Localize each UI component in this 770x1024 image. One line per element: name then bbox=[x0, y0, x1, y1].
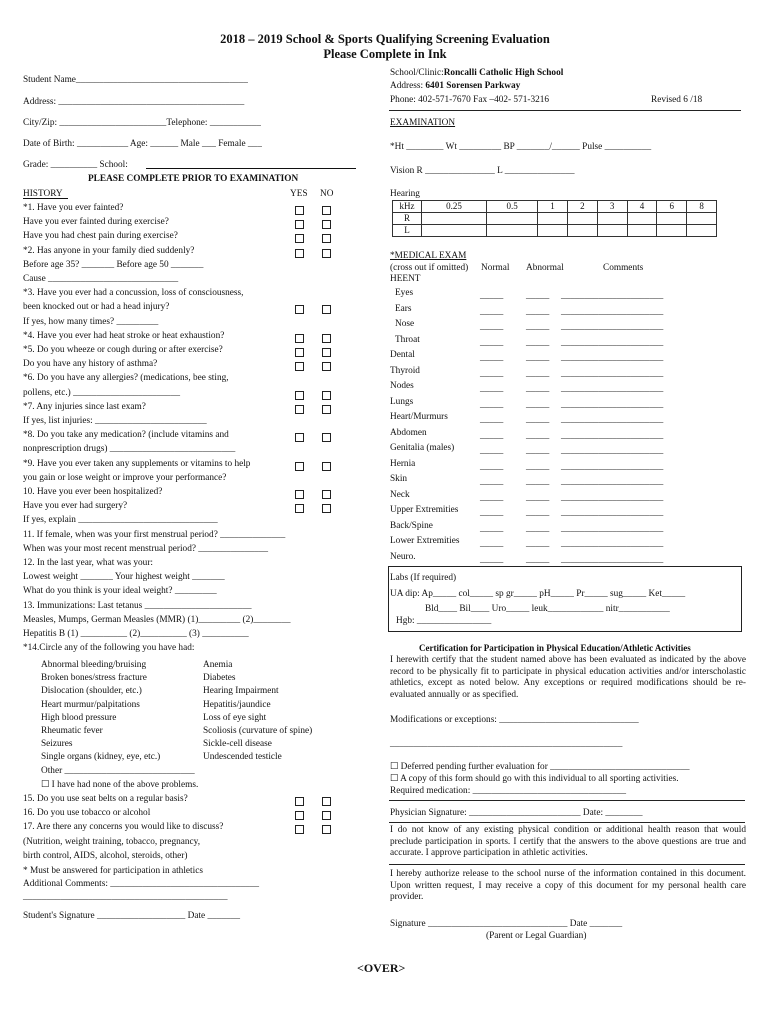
condition-item: Abnormal bleeding/bruising bbox=[41, 660, 147, 670]
hearing-cell-right[interactable] bbox=[657, 213, 687, 225]
form-subtitle: Please Complete in Ink bbox=[323, 47, 447, 61]
header-divider bbox=[389, 110, 741, 111]
history-question: *5. Do you wheeze or cough during or after exercise? bbox=[23, 345, 223, 355]
history-question: When was your most recent menstrual period? _______________ bbox=[23, 543, 269, 554]
form-title: 2018 – 2019 School & Sports Qualifying Screening Evaluation bbox=[220, 32, 550, 46]
hearing-cell-left[interactable] bbox=[422, 225, 487, 237]
ua-dip-field[interactable]: UA dip: Ap_____ col_____ sp gr_____ pH_____ Pr_____ sug_____ Ket_____ bbox=[390, 589, 686, 599]
exam-system-label: Neck bbox=[390, 489, 410, 500]
condition-item: Single organs (kidney, eye, etc.) bbox=[41, 752, 161, 763]
abnormal-field[interactable]: _____ bbox=[526, 477, 550, 487]
history-question: *2. Has anyone in your family died suddenly? bbox=[23, 245, 195, 256]
yes-checkbox[interactable] bbox=[295, 504, 304, 513]
exam-system-label: Back/Spine bbox=[390, 520, 433, 531]
abnormal-field[interactable]: _____ bbox=[526, 399, 550, 410]
yes-checkbox[interactable] bbox=[295, 362, 304, 371]
hearing-cell-right[interactable] bbox=[687, 213, 717, 225]
history-question: 11. If female, when was your first menstrual period? ______________ bbox=[23, 529, 286, 540]
exam-system-label: Heart/Murmurs bbox=[390, 412, 448, 422]
exam-system-label: Eyes bbox=[395, 288, 414, 298]
no-known-condition-text: I do not know of any existing physical condition or additional health reason that would preclude participation in sports. I certify that the answers to the above questions are true and accurate. I approve participation in athletic activities. bbox=[390, 825, 746, 859]
abnormal-field[interactable]: _____ bbox=[526, 554, 550, 565]
exam-system-label: Dental bbox=[390, 350, 415, 360]
condition-item: High blood pressure bbox=[41, 712, 117, 723]
abnormal-field[interactable]: _____ bbox=[526, 523, 550, 534]
yes-checkbox[interactable] bbox=[295, 462, 304, 471]
other-conditions-field[interactable]: Other ____________________________ bbox=[41, 766, 195, 776]
hearing-cell-right[interactable] bbox=[538, 213, 568, 225]
exam-system-label: Lungs bbox=[390, 396, 414, 407]
yes-checkbox[interactable] bbox=[295, 334, 304, 343]
history-question: you gain or lose weight or improve your performance? bbox=[23, 472, 227, 483]
hearing-cell-left[interactable] bbox=[567, 225, 597, 237]
exam-system-label: Nodes bbox=[390, 381, 414, 391]
hearing-cell-left[interactable] bbox=[657, 225, 687, 237]
history-question: Before age 35? _______ Before age 50 _______ bbox=[23, 259, 204, 270]
release-text: I hereby authorize release to the school nurse of the information contained in this document. Upon written request, I may receive a copy of this document for my personal health care provider. bbox=[390, 869, 746, 903]
normal-field[interactable]: _____ bbox=[480, 446, 504, 456]
yes-checkbox[interactable] bbox=[295, 348, 304, 357]
condition-item: Hearing Impairment bbox=[203, 686, 279, 697]
none-above-checkbox[interactable]: ☐ I have had none of the above problems. bbox=[41, 780, 199, 790]
col-abnormal: Abnormal bbox=[526, 263, 564, 273]
history-question: Have you had chest pain during exercise? bbox=[23, 231, 178, 242]
condition-item: Diabetes bbox=[203, 673, 236, 684]
exam-system-label: Ears bbox=[395, 303, 412, 314]
hearing-freq: 3 bbox=[597, 201, 627, 213]
exam-system-label: Neuro. bbox=[390, 551, 416, 562]
col-normal: Normal bbox=[481, 263, 510, 273]
no-checkbox[interactable] bbox=[322, 811, 331, 820]
no-checkbox[interactable] bbox=[322, 462, 331, 471]
yes-checkbox[interactable] bbox=[295, 811, 304, 820]
exam-system-label: Nose bbox=[395, 319, 415, 329]
normal-field[interactable]: _____ bbox=[480, 523, 504, 534]
condition-item: Scoliosis (curvature of spine) bbox=[203, 726, 313, 736]
history-question: Cause ____________________________ bbox=[23, 274, 179, 284]
history-question: 12. In the last year, what was your: bbox=[23, 558, 154, 568]
history-question: If yes, explain ______________________________ bbox=[23, 515, 218, 526]
must-answer-note: * Must be answered for participation in athletics bbox=[23, 866, 203, 876]
abnormal-field[interactable]: _____ bbox=[526, 430, 550, 441]
no-checkbox[interactable] bbox=[322, 490, 331, 499]
hearing-freq: 0.25 bbox=[422, 201, 487, 213]
history-question: Have you ever fainted during exercise? bbox=[23, 217, 169, 228]
exam-system-label: Throat bbox=[395, 334, 420, 345]
abnormal-field[interactable]: _____ bbox=[526, 446, 550, 456]
hearing-cell-left[interactable] bbox=[538, 225, 568, 237]
condition-item: Undescended testicle bbox=[203, 752, 282, 763]
normal-field[interactable]: _____ bbox=[480, 415, 504, 425]
abnormal-field[interactable]: _____ bbox=[526, 306, 550, 317]
parent-signature-field[interactable]: Signature ______________________________ Date _______ bbox=[390, 919, 623, 929]
comment-field[interactable]: ______________________ bbox=[561, 399, 664, 410]
condition-item: Broken bones/stress fracture bbox=[41, 673, 147, 684]
hearing-cell-right[interactable] bbox=[487, 213, 538, 225]
parent-label: (Parent or Legal Guardian) bbox=[486, 931, 587, 941]
hearing-cell-left[interactable] bbox=[627, 225, 657, 237]
yes-checkbox[interactable] bbox=[295, 405, 304, 414]
history-question: 15. Do you use seat belts on a regular basis? bbox=[23, 794, 188, 804]
normal-field[interactable]: _____ bbox=[480, 461, 504, 472]
hearing-row-label: R bbox=[393, 213, 422, 225]
exam-system-label: Abdomen bbox=[390, 427, 427, 438]
normal-field[interactable]: _____ bbox=[480, 353, 504, 363]
yes-checkbox[interactable] bbox=[295, 220, 304, 229]
history-question: been knocked out or had a head injury? bbox=[23, 302, 170, 313]
bld-field[interactable]: Bld____ Bil____ Uro_____ leuk____________ nitr___________ bbox=[425, 604, 670, 614]
yes-checkbox[interactable] bbox=[295, 249, 304, 258]
over-footer: <OVER> bbox=[357, 961, 406, 975]
history-question: 17. Are there any concerns you would like to discuss? bbox=[23, 822, 224, 833]
vitals-field[interactable]: *Ht ________ Wt _________ BP _______/______ Pulse __________ bbox=[390, 142, 652, 152]
exam-system-label: Lower Extremities bbox=[390, 536, 460, 546]
exam-system-label: Genitalia (males) bbox=[390, 443, 455, 453]
student-signature-field[interactable]: Student's Signature ___________________ Date _______ bbox=[23, 911, 241, 921]
col-comments: Comments bbox=[603, 263, 644, 273]
condition-item: Loss of eye sight bbox=[203, 712, 267, 723]
cert-divider-1 bbox=[389, 800, 745, 801]
history-question: *8. Do you take any medication? (include vitamins and bbox=[23, 430, 229, 441]
normal-field[interactable]: _____ bbox=[480, 508, 504, 518]
vision-field[interactable]: Vision R _______________ L _______________ bbox=[390, 166, 575, 176]
hearing-freq: 8 bbox=[687, 201, 717, 213]
history-question: 13. Immunizations: Last tetanus _______________________ bbox=[23, 600, 252, 611]
abnormal-field[interactable]: _____ bbox=[526, 291, 550, 301]
abnormal-field[interactable]: _____ bbox=[526, 508, 550, 518]
comment-field[interactable]: ______________________ bbox=[561, 353, 664, 363]
certification-title: Certification for Participation in Physical Education/Athletic Activities bbox=[419, 643, 691, 653]
hearing-table bbox=[392, 200, 717, 237]
history-question: birth control, AIDS, alcohol, steroids, other) bbox=[23, 850, 188, 861]
dob-field[interactable]: Date of Birth: ___________ Age: ______ Male ___ Female ___ bbox=[23, 139, 262, 149]
copy-checkbox[interactable]: ☐ A copy of this form should go with this individual to all sporting activities. bbox=[390, 774, 679, 784]
history-question: pollens, etc.) _______________________ bbox=[23, 387, 180, 398]
history-heading: HISTORY bbox=[23, 189, 63, 199]
normal-field[interactable]: _____ bbox=[480, 368, 504, 379]
complete-prior-heading: PLEASE COMPLETE PRIOR TO EXAMINATION bbox=[88, 174, 299, 184]
hearing-freq: 4 bbox=[627, 201, 657, 213]
examination-heading: EXAMINATION bbox=[390, 118, 456, 128]
no-checkbox[interactable] bbox=[322, 249, 331, 258]
history-question: Hepatitis B (1) __________ (2)__________ (3) __________ bbox=[23, 629, 249, 639]
condition-item: Heart murmur/palpitations bbox=[41, 699, 140, 710]
abnormal-field[interactable]: _____ bbox=[526, 353, 550, 363]
yes-checkbox[interactable] bbox=[295, 433, 304, 442]
condition-item: Anemia bbox=[203, 660, 233, 670]
modifications-line[interactable]: __________________________________________________ bbox=[390, 739, 623, 749]
history-question: *3. Have you ever had a concussion, loss of consciousness, bbox=[23, 288, 244, 299]
modifications-field[interactable]: Modifications or exceptions: ______________________________ bbox=[390, 715, 639, 725]
revised-date: Revised 6 /18 bbox=[651, 95, 703, 105]
history-question: 10. Have you ever been hospitalized? bbox=[23, 487, 163, 497]
abnormal-field[interactable]: _____ bbox=[526, 461, 550, 472]
hearing-cell-left[interactable] bbox=[487, 225, 538, 237]
hearing-cell-right[interactable] bbox=[567, 213, 597, 225]
hearing-freq: 1 bbox=[538, 201, 568, 213]
no-checkbox[interactable] bbox=[322, 433, 331, 442]
grade-field[interactable]: Grade: __________ School: bbox=[23, 160, 128, 170]
school-clinic: School/Clinic:Roncalli Catholic High School bbox=[390, 68, 564, 78]
yes-checkbox[interactable] bbox=[295, 305, 304, 314]
no-checkbox[interactable] bbox=[322, 334, 331, 343]
abnormal-field[interactable]: _____ bbox=[526, 337, 550, 348]
required-medication-field[interactable]: Required medication: _________________________________ bbox=[390, 786, 627, 796]
yes-checkbox[interactable] bbox=[295, 234, 304, 243]
additional-comments-field[interactable]: Additional Comments: ________________________________ bbox=[23, 879, 260, 889]
history-question: *14.Circle any of the following you have had: bbox=[23, 643, 195, 654]
city-zip-field[interactable]: City/Zip: _______________________Telephone: ___________ bbox=[23, 118, 261, 128]
normal-field[interactable]: _____ bbox=[480, 291, 504, 301]
hearing-cell-right[interactable] bbox=[422, 213, 487, 225]
condition-item: Dislocation (shoulder, etc.) bbox=[41, 686, 142, 697]
no-checkbox[interactable] bbox=[322, 206, 331, 215]
cert-divider-3 bbox=[389, 864, 745, 865]
certification-body: I herewith certify that the student named above has been evaluated as indicated by the above record to be physically fit to participate in physical education activities and/or interscholastic athletics, except as noted below. Any exceptions or required modifications should be re-evaluated annually or as specified. bbox=[390, 655, 746, 700]
hearing-row-label: kHz bbox=[393, 201, 422, 213]
yes-checkbox[interactable] bbox=[295, 825, 304, 834]
no-checkbox[interactable] bbox=[322, 797, 331, 806]
condition-item: Seizures bbox=[41, 739, 73, 750]
school-address: Address: 6401 Sorensen Parkway bbox=[390, 81, 521, 91]
abnormal-field[interactable]: _____ bbox=[526, 368, 550, 379]
abnormal-field[interactable]: _____ bbox=[526, 415, 550, 425]
comment-field[interactable]: ______________________ bbox=[561, 477, 664, 487]
comment-field[interactable]: ______________________ bbox=[561, 539, 664, 549]
exam-system-label: Hernia bbox=[390, 458, 416, 469]
history-question: *6. Do you have any allergies? (medications, bee sting, bbox=[23, 373, 229, 384]
hearing-row-label: L bbox=[393, 225, 422, 237]
history-question: Do you have any history of asthma? bbox=[23, 359, 158, 370]
yes-checkbox[interactable] bbox=[295, 391, 304, 400]
history-question: *1. Have you ever fainted? bbox=[23, 203, 124, 213]
history-question: (Nutrition, weight training, tobacco, pregnancy, bbox=[23, 836, 201, 847]
yes-checkbox[interactable] bbox=[295, 490, 304, 499]
abnormal-field[interactable]: _____ bbox=[526, 492, 550, 503]
labs-title: Labs (If required) bbox=[390, 573, 457, 583]
student-name-field[interactable]: Student Name_____________________________________ bbox=[23, 75, 248, 85]
exam-system-label: Skin bbox=[390, 474, 408, 484]
comment-field[interactable]: ______________________ bbox=[561, 368, 664, 379]
exam-system-label: Upper Extremities bbox=[390, 505, 459, 515]
normal-field[interactable]: _____ bbox=[480, 492, 504, 503]
history-question: If yes, list injuries: ________________________ bbox=[23, 416, 207, 426]
no-checkbox[interactable] bbox=[322, 220, 331, 229]
comment-field[interactable]: ______________________ bbox=[561, 461, 664, 472]
medical-exam-heading: *MEDICAL EXAM bbox=[390, 251, 467, 261]
history-underline bbox=[23, 198, 68, 199]
comment-field[interactable]: ______________________ bbox=[561, 446, 664, 456]
comment-field[interactable]: ______________________ bbox=[561, 291, 664, 301]
hearing-label: Hearing bbox=[390, 189, 420, 199]
no-checkbox[interactable] bbox=[322, 391, 331, 400]
hearing-cell-right[interactable] bbox=[627, 213, 657, 225]
yes-heading: YES bbox=[290, 189, 308, 199]
physician-signature-field[interactable]: Physician Signature: ________________________ Date: ________ bbox=[390, 808, 643, 818]
normal-field[interactable]: _____ bbox=[480, 384, 504, 394]
normal-field[interactable]: _____ bbox=[480, 399, 504, 410]
hearing-freq: 2 bbox=[567, 201, 597, 213]
hearing-cell-right[interactable] bbox=[597, 213, 627, 225]
cert-divider-2 bbox=[389, 822, 745, 823]
hearing-cell-left[interactable] bbox=[597, 225, 627, 237]
history-question: 16. Do you use tobacco or alcohol bbox=[23, 808, 151, 819]
normal-field[interactable]: _____ bbox=[480, 477, 504, 487]
history-question: *4. Have you ever had heat stroke or heat exhaustion? bbox=[23, 330, 225, 341]
address-field[interactable]: Address: ________________________________________ bbox=[23, 97, 245, 107]
history-question: Lowest weight _______ Your highest weight _______ bbox=[23, 572, 225, 583]
hearing-freq: 6 bbox=[657, 201, 687, 213]
history-question: If yes, how many times? _________ bbox=[23, 316, 159, 327]
school-phone: Phone: 402-571-7670 Fax –402- 571-3216 bbox=[390, 95, 550, 105]
yes-checkbox[interactable] bbox=[295, 206, 304, 215]
exam-system-label: Thyroid bbox=[390, 365, 420, 376]
normal-field[interactable]: _____ bbox=[480, 306, 504, 317]
normal-field[interactable]: _____ bbox=[480, 554, 504, 565]
abnormal-field[interactable]: _____ bbox=[526, 322, 550, 332]
comment-field[interactable]: ______________________ bbox=[561, 415, 664, 425]
comment-field[interactable]: ______________________ bbox=[561, 337, 664, 348]
condition-item: Rheumatic fever bbox=[41, 726, 103, 736]
normal-field[interactable]: _____ bbox=[480, 322, 504, 332]
history-question: *9. Have you ever taken any supplements or vitamins to help bbox=[23, 458, 251, 469]
comment-field[interactable]: ______________________ bbox=[561, 523, 664, 534]
comment-field[interactable]: ______________________ bbox=[561, 430, 664, 441]
no-checkbox[interactable] bbox=[322, 405, 331, 414]
additional-comments-line[interactable]: ____________________________________________ bbox=[23, 892, 228, 902]
deferred-checkbox[interactable]: ☐ Deferred pending further evaluation for ______________________________ bbox=[390, 762, 690, 772]
condition-item: Hepatitis/jaundice bbox=[203, 699, 271, 710]
comment-field[interactable]: ______________________ bbox=[561, 492, 664, 503]
hearing-freq: 0.5 bbox=[487, 201, 538, 213]
normal-field[interactable]: _____ bbox=[480, 430, 504, 441]
condition-item: Sickle-cell disease bbox=[203, 739, 272, 750]
no-checkbox[interactable] bbox=[322, 825, 331, 834]
no-checkbox[interactable] bbox=[322, 305, 331, 314]
no-checkbox[interactable] bbox=[322, 348, 331, 357]
school-line[interactable] bbox=[146, 168, 356, 169]
comment-field[interactable]: ______________________ bbox=[561, 322, 664, 332]
heent-label: HEENT bbox=[390, 274, 421, 284]
hgb-field[interactable]: Hgb: ________________ bbox=[396, 616, 492, 626]
normal-field[interactable]: _____ bbox=[480, 337, 504, 348]
cross-out-note: (cross out if omitted) bbox=[390, 263, 469, 273]
no-checkbox[interactable] bbox=[322, 504, 331, 513]
no-checkbox[interactable] bbox=[322, 234, 331, 243]
history-question: Measles, Mumps, German Measles (MMR) (1)_________ (2)________ bbox=[23, 614, 291, 625]
normal-field[interactable]: _____ bbox=[480, 539, 504, 549]
history-question: What do you think is your ideal weight? _________ bbox=[23, 586, 217, 597]
history-question: nonprescription drugs) ___________________________ bbox=[23, 444, 236, 455]
history-question: Have you ever had surgery? bbox=[23, 501, 128, 512]
history-question: *7. Any injuries since last exam? bbox=[23, 401, 146, 412]
abnormal-field[interactable]: _____ bbox=[526, 384, 550, 394]
no-heading: NO bbox=[320, 189, 334, 199]
comment-field[interactable]: ______________________ bbox=[561, 384, 664, 394]
hearing-cell-left[interactable] bbox=[687, 225, 717, 237]
comment-field[interactable]: ______________________ bbox=[561, 508, 664, 518]
comment-field[interactable]: ______________________ bbox=[561, 554, 664, 565]
no-checkbox[interactable] bbox=[322, 362, 331, 371]
comment-field[interactable]: ______________________ bbox=[561, 306, 664, 317]
abnormal-field[interactable]: _____ bbox=[526, 539, 550, 549]
yes-checkbox[interactable] bbox=[295, 797, 304, 806]
